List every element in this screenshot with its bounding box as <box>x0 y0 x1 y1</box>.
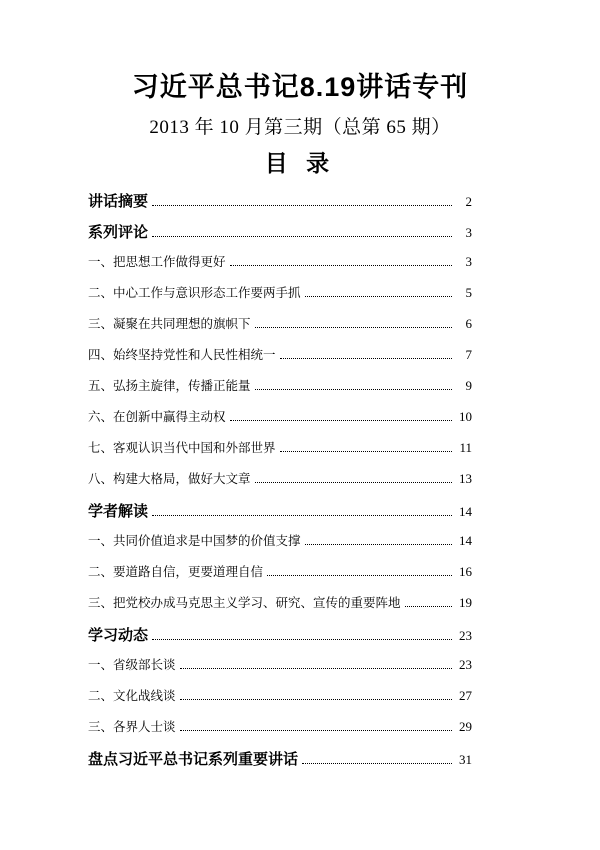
toc-entry[interactable] <box>88 717 472 748</box>
toc-leader <box>152 205 452 206</box>
toc-entry-label: 学者解读 <box>88 503 149 521</box>
toc-entry-page: 2 <box>465 194 472 210</box>
toc-leader <box>180 730 452 731</box>
toc-entry[interactable] <box>88 531 472 562</box>
toc-list <box>88 190 472 779</box>
toc-entry[interactable] <box>88 686 472 717</box>
toc-entry[interactable] <box>88 748 472 779</box>
toc-entry[interactable] <box>88 469 472 500</box>
toc-entry-page: 13 <box>459 471 472 487</box>
toc-entry[interactable] <box>88 190 472 221</box>
toc-entry-label: 七、客观认识当代中国和外部世界 <box>88 441 276 456</box>
toc-entry-page: 16 <box>459 564 472 580</box>
toc-leader <box>152 515 452 516</box>
toc-entry-page: 10 <box>459 409 472 425</box>
document-subtitle: 2013 年 10 月第三期（总第 65 期） <box>149 117 451 139</box>
toc-leader <box>255 389 452 390</box>
toc-entry[interactable] <box>88 562 472 593</box>
toc-entry-page: 29 <box>459 719 472 735</box>
document-title: 习近平总书记8.19讲话专刊 <box>131 72 469 102</box>
toc-entry[interactable] <box>88 624 472 655</box>
toc-entry-page: 14 <box>459 504 472 520</box>
toc-entry-page: 11 <box>459 440 472 456</box>
toc-entry-page: 23 <box>459 657 472 673</box>
toc-entry[interactable] <box>88 221 472 252</box>
toc-entry-page: 6 <box>465 316 472 332</box>
toc-entry[interactable] <box>88 376 472 407</box>
toc-entry-label: 一、省级部长谈 <box>88 658 176 673</box>
toc-entry[interactable] <box>88 252 472 283</box>
toc-entry-label: 五、弘扬主旋律，传播正能量 <box>88 379 251 394</box>
toc-entry-label: 八、构建大格局，做好大文章 <box>88 472 251 487</box>
toc-entry-page: 3 <box>465 254 472 270</box>
toc-entry[interactable] <box>88 345 472 376</box>
toc-leader <box>230 265 452 266</box>
toc-leader <box>267 575 452 576</box>
toc-entry-label: 一、共同价值追求是中国梦的价值支撑 <box>88 534 301 549</box>
toc-entry-label: 二、文化战线谈 <box>88 689 176 704</box>
toc-entry-label: 六、在创新中赢得主动权 <box>88 410 226 425</box>
toc-entry-label: 三、各界人士谈 <box>88 720 176 735</box>
toc-leader <box>230 420 452 421</box>
toc-leader <box>180 699 452 700</box>
toc-entry[interactable] <box>88 500 472 531</box>
toc-entry[interactable] <box>88 314 472 345</box>
toc-entry-label: 二、要道路自信，更要道理自信 <box>88 565 264 580</box>
toc-entry-label: 三、把党校办成马克思主义学习、研究、宣传的重要阵地 <box>88 596 401 611</box>
toc-entry[interactable] <box>88 283 472 314</box>
toc-entry-label: 讲话摘要 <box>88 193 149 211</box>
toc-entry-page: 27 <box>459 688 472 704</box>
toc-entry-page: 31 <box>459 752 472 768</box>
toc-leader <box>180 668 452 669</box>
toc-entry-page: 5 <box>465 285 472 301</box>
toc-leader <box>255 327 452 328</box>
toc-leader <box>405 606 452 607</box>
toc-leader <box>302 763 452 764</box>
toc-entry-page: 23 <box>459 628 472 644</box>
toc-entry-page: 7 <box>465 347 472 363</box>
toc-leader <box>305 296 452 297</box>
toc-entry[interactable] <box>88 655 472 686</box>
toc-entry-label: 三、凝聚在共同理想的旗帜下 <box>88 317 251 332</box>
toc-leader <box>152 639 452 640</box>
toc-entry[interactable] <box>88 438 472 469</box>
toc-entry-label: 一、把思想工作做得更好 <box>88 255 226 270</box>
toc-entry-label: 系列评论 <box>88 224 149 242</box>
toc-leader <box>152 236 452 237</box>
toc-entry-page: 9 <box>465 378 472 394</box>
toc-entry-page: 19 <box>459 595 472 611</box>
toc-entry[interactable] <box>88 407 472 438</box>
toc-entry-page: 14 <box>459 533 472 549</box>
toc-entry-label: 学习动态 <box>88 627 149 645</box>
toc-entry-page: 3 <box>465 225 472 241</box>
toc-entry[interactable] <box>88 593 472 624</box>
toc-leader <box>255 482 452 483</box>
toc-entry-label: 二、中心工作与意识形态工作要两手抓 <box>88 286 301 301</box>
toc-leader <box>280 451 452 452</box>
toc-leader <box>305 544 452 545</box>
toc-entry-label: 盘点习近平总书记系列重要讲话 <box>88 751 299 769</box>
toc-entry-label: 四、始终坚持党性和人民性相统一 <box>88 348 276 363</box>
toc-heading: 目 录 <box>264 150 336 177</box>
toc-leader <box>280 358 452 359</box>
